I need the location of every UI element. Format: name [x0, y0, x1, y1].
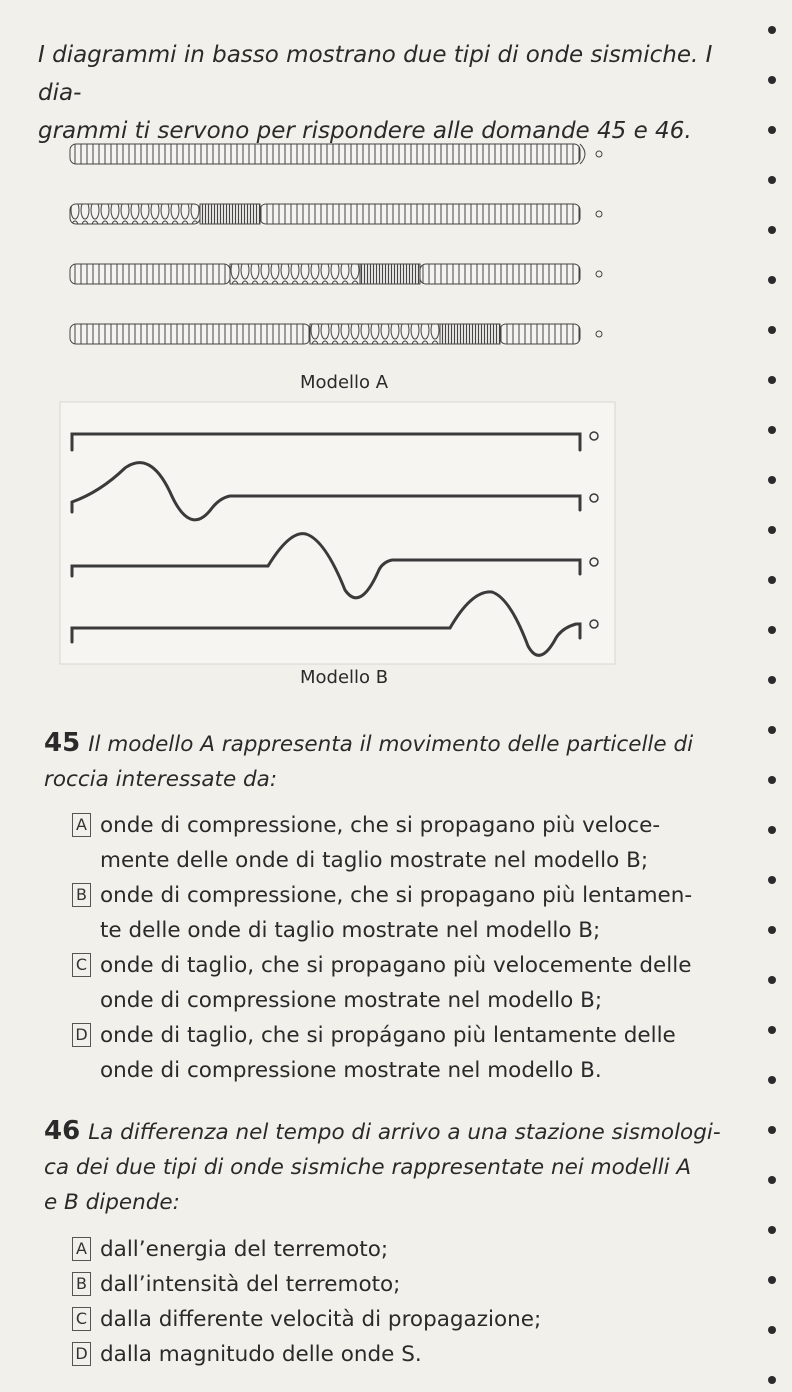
seismic-waves-figure [0, 120, 740, 700]
option-text-line-1: onde di compressione, che si propagano più lentamen- [100, 883, 693, 908]
question-46 [44, 1114, 744, 1220]
question-46-text-line-2: ca dei due tipi di onde sismiche rappresentate nei modelli A [44, 1155, 692, 1180]
option-text: dall’energia del terremoto; [100, 1237, 389, 1262]
q46-option-a[interactable] [72, 1232, 752, 1267]
model-b-label: Modello B [300, 667, 389, 688]
model-a-diagram [70, 144, 602, 344]
option-text-line-1: onde di compressione, che si propagano più veloce- [100, 813, 661, 838]
spring-3 [70, 264, 602, 284]
intro-line-2: grammi ti servono per rispondere alle domande 45 e 46. [38, 118, 692, 144]
question-46-options [72, 1232, 752, 1372]
option-letter: D [72, 1023, 91, 1047]
q45-option-b[interactable] [72, 878, 752, 948]
intro-line-1: I diagrammi in basso mostrano due tipi di onde sismiche. I dia- [38, 42, 713, 106]
option-text: dall’intensità del terremoto; [100, 1272, 401, 1297]
spring-1 [70, 144, 602, 164]
model-a-label: Modello A [300, 372, 389, 393]
question-45-text-line-1: Il modello A rappresenta il movimento delle particelle di [88, 732, 694, 757]
page-binding-decoration [740, 0, 792, 1392]
option-letter: A [72, 813, 91, 837]
question-45 [44, 726, 744, 797]
q45-option-a[interactable] [72, 808, 752, 878]
q45-option-d[interactable] [72, 1018, 752, 1088]
spring-2 [70, 204, 602, 224]
option-text-line-2: onde di compressione mostrate nel modello B; [100, 988, 603, 1013]
option-text-line-2: onde di compressione mostrate nel modello B. [100, 1058, 602, 1083]
question-46-text-line-1: La differenza nel tempo di arrivo a una stazione sismologi- [88, 1120, 721, 1145]
option-letter: C [72, 1307, 91, 1331]
option-text-line-2: mente delle onde di taglio mostrate nel modello B; [100, 848, 649, 873]
q46-option-c[interactable] [72, 1302, 752, 1337]
option-text-line-2: te delle onde di taglio mostrate nel modello B; [100, 918, 601, 943]
question-45-text-line-2: roccia interessate da: [44, 767, 278, 792]
question-45-options [72, 808, 752, 1088]
option-letter: C [72, 953, 91, 977]
q46-option-d[interactable] [72, 1337, 752, 1372]
model-b-panel [60, 402, 615, 664]
option-letter: A [72, 1237, 91, 1261]
option-text-line-1: onde di taglio, che si propagano più velocemente delle [100, 953, 692, 978]
option-text-line-1: onde di taglio, che si propágano più lentamente delle [100, 1023, 676, 1048]
option-letter: B [72, 883, 91, 907]
question-46-text-line-3: e B dipende: [44, 1190, 180, 1215]
option-letter: D [72, 1342, 91, 1366]
q46-option-b[interactable] [72, 1267, 752, 1302]
option-text: dalla differente velocità di propagazione; [100, 1307, 542, 1332]
spring-4 [70, 324, 602, 344]
option-text: dalla magnitudo delle onde S. [100, 1342, 422, 1367]
option-letter: B [72, 1272, 91, 1296]
question-45-number: 45 [44, 728, 81, 758]
q45-option-c[interactable] [72, 948, 752, 1018]
question-46-number: 46 [44, 1116, 81, 1146]
